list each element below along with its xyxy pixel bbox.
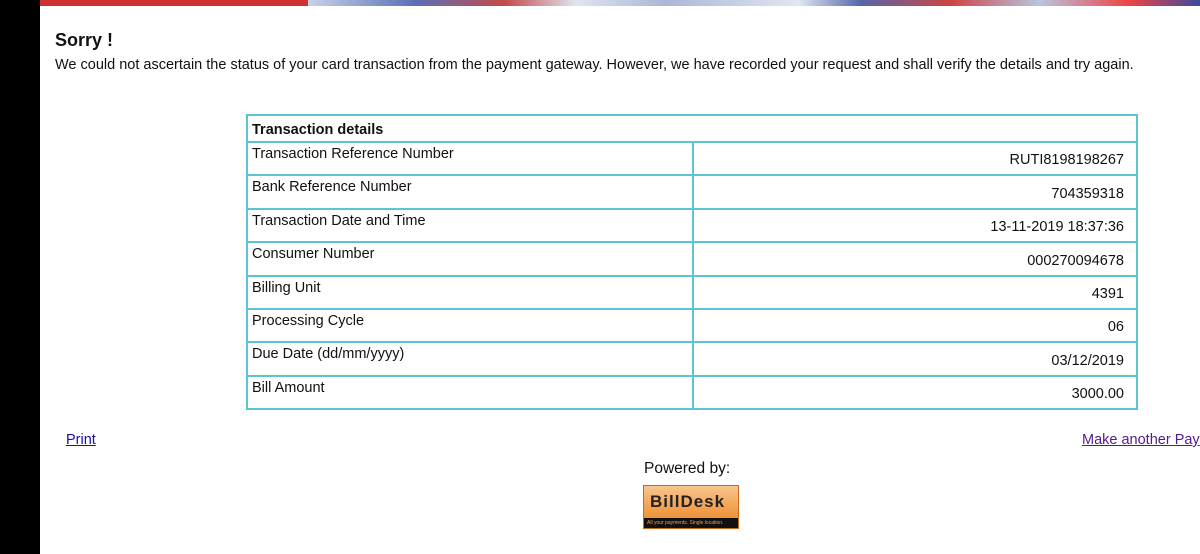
row-value: 06 — [693, 309, 1137, 342]
row-label: Bank Reference Number — [247, 175, 693, 208]
table-row — [247, 376, 1137, 409]
print-link[interactable]: Print — [66, 432, 96, 448]
row-value: 13-11-2019 18:37:36 — [693, 209, 1137, 242]
logo-wordmark: BillDesk — [650, 492, 726, 511]
powered-by-label: Powered by: — [644, 460, 731, 477]
left-edge-bar — [0, 0, 40, 554]
row-label: Billing Unit — [247, 276, 693, 309]
row-value: 3000.00 — [693, 376, 1137, 409]
table-row — [247, 276, 1137, 309]
row-label: Transaction Reference Number — [247, 142, 693, 175]
row-value: 704359318 — [693, 175, 1137, 208]
table-row — [247, 242, 1137, 275]
row-value: RUTI8198198267 — [693, 142, 1137, 175]
row-label: Due Date (dd/mm/yyyy) — [247, 342, 693, 375]
row-value: 4391 — [693, 276, 1137, 309]
row-value: 03/12/2019 — [693, 342, 1137, 375]
table-row — [247, 142, 1137, 175]
table-row — [247, 209, 1137, 242]
table-header-row — [247, 115, 1137, 142]
logo-tagline: All your payments. Single location. — [644, 518, 738, 528]
make-another-payment-link[interactable]: Make another Pay — [1082, 432, 1200, 448]
table-heading: Transaction details — [247, 115, 1137, 142]
row-label: Transaction Date and Time — [247, 209, 693, 242]
table-row — [247, 309, 1137, 342]
transaction-details-table — [246, 114, 1138, 410]
row-value: 000270094678 — [693, 242, 1137, 275]
row-label: Bill Amount — [247, 376, 693, 409]
table-row — [247, 342, 1137, 375]
header-banner-strip — [308, 0, 1200, 6]
table-row — [247, 175, 1137, 208]
row-label: Processing Cycle — [247, 309, 693, 342]
page-title: Sorry ! — [55, 30, 114, 50]
row-label: Consumer Number — [247, 242, 693, 275]
status-message: We could not ascertain the status of your card transaction from the payment gateway. However, we have recorded your request and shall verify the details and try again. — [55, 57, 1134, 73]
header-red-strip — [40, 0, 308, 6]
billdesk-logo — [643, 485, 739, 529]
